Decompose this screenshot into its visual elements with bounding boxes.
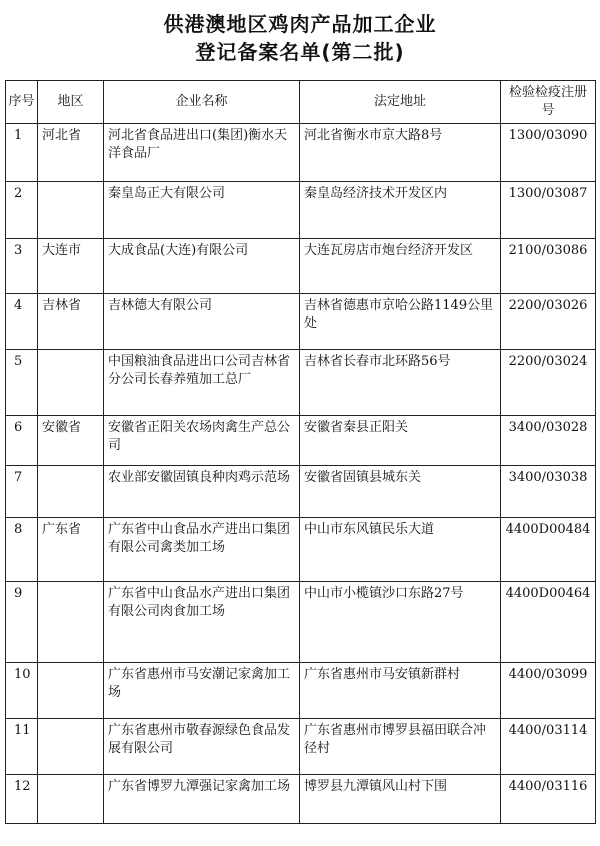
cell-legal-address: 中山市东风镇民乐大道	[300, 518, 501, 582]
cell-serial-no: 8	[6, 518, 38, 582]
cell-registration-no: 1300/03090	[501, 124, 596, 182]
cell-region: 河北省	[38, 124, 104, 182]
table-row	[6, 124, 596, 182]
cell-legal-address: 广东省惠州市博罗县福田联合冲径村	[300, 719, 501, 775]
cell-enterprise-name: 吉林德大有限公司	[104, 294, 300, 350]
cell-registration-no: 1300/03087	[501, 182, 596, 239]
cell-region: 大连市	[38, 239, 104, 294]
header-enterprise-name: 企业名称	[104, 81, 300, 124]
cell-enterprise-name: 安徽省正阳关农场肉禽生产总公司	[104, 416, 300, 466]
cell-legal-address: 吉林省德惠市京哈公路1149公里处	[300, 294, 501, 350]
header-serial-no: 序号	[6, 81, 38, 124]
cell-region	[38, 182, 104, 239]
cell-registration-no: 4400/03099	[501, 663, 596, 719]
cell-serial-no: 6	[6, 416, 38, 466]
cell-serial-no: 9	[6, 582, 38, 663]
cell-legal-address: 广东省惠州市马安镇新群村	[300, 663, 501, 719]
cell-registration-no: 2100/03086	[501, 239, 596, 294]
cell-serial-no: 4	[6, 294, 38, 350]
cell-serial-no: 7	[6, 466, 38, 518]
table-row	[6, 294, 596, 350]
header-registration-no: 检验检疫注册号	[501, 81, 596, 124]
cell-serial-no: 11	[6, 719, 38, 775]
table-row	[6, 466, 596, 518]
document-title-line-2: 登记备案名单(第二批)	[195, 40, 405, 64]
cell-enterprise-name: 农业部安徽固镇良种肉鸡示范场	[104, 466, 300, 518]
cell-registration-no: 4400/03114	[501, 719, 596, 775]
table-row	[6, 350, 596, 416]
cell-legal-address: 秦皇岛经济技术开发区内	[300, 182, 501, 239]
cell-serial-no: 2	[6, 182, 38, 239]
cell-enterprise-name: 中国粮油食品进出口公司吉林省分公司长春养殖加工总厂	[104, 350, 300, 416]
cell-legal-address: 河北省衡水市京大路8号	[300, 124, 501, 182]
cell-region	[38, 582, 104, 663]
cell-registration-no: 4400D00464	[501, 582, 596, 663]
table-row	[6, 719, 596, 775]
cell-region	[38, 466, 104, 518]
cell-legal-address: 博罗县九潭镇风山村下围	[300, 775, 501, 824]
cell-enterprise-name: 广东省惠州市马安潮记家禽加工场	[104, 663, 300, 719]
cell-registration-no: 4400D00484	[501, 518, 596, 582]
cell-legal-address: 安徽省固镇县城东关	[300, 466, 501, 518]
table-row	[6, 582, 596, 663]
enterprise-registry-table	[5, 80, 596, 824]
table-row	[6, 182, 596, 239]
cell-enterprise-name: 大成食品(大连)有限公司	[104, 239, 300, 294]
cell-enterprise-name: 河北省食品进出口(集团)衡水天洋食品厂	[104, 124, 300, 182]
cell-region	[38, 775, 104, 824]
cell-region: 吉林省	[38, 294, 104, 350]
cell-registration-no: 4400/03116	[501, 775, 596, 824]
cell-enterprise-name: 秦皇岛正大有限公司	[104, 182, 300, 239]
cell-region: 安徽省	[38, 416, 104, 466]
cell-serial-no: 5	[6, 350, 38, 416]
table-row	[6, 416, 596, 466]
header-region: 地区	[38, 81, 104, 124]
cell-region	[38, 350, 104, 416]
cell-enterprise-name: 广东省博罗九潭强记家禽加工场	[104, 775, 300, 824]
header-legal-address: 法定地址	[300, 81, 501, 124]
cell-registration-no: 3400/03038	[501, 466, 596, 518]
cell-legal-address: 吉林省长春市北环路56号	[300, 350, 501, 416]
cell-serial-no: 3	[6, 239, 38, 294]
document-title-line-1: 供港澳地区鸡肉产品加工企业	[163, 12, 437, 36]
cell-enterprise-name: 广东省中山食品水产进出口集团有限公司禽类加工场	[104, 518, 300, 582]
cell-registration-no: 2200/03024	[501, 350, 596, 416]
cell-registration-no: 2200/03026	[501, 294, 596, 350]
cell-serial-no: 12	[6, 775, 38, 824]
cell-legal-address: 中山市小榄镇沙口东路27号	[300, 582, 501, 663]
cell-enterprise-name: 广东省惠州市敬春源绿色食品发展有限公司	[104, 719, 300, 775]
table-row	[6, 239, 596, 294]
cell-serial-no: 1	[6, 124, 38, 182]
table-header-row	[6, 81, 596, 124]
cell-legal-address: 安徽省秦县正阳关	[300, 416, 501, 466]
table-row	[6, 775, 596, 824]
table-row	[6, 518, 596, 582]
cell-registration-no: 3400/03028	[501, 416, 596, 466]
cell-region: 广东省	[38, 518, 104, 582]
cell-legal-address: 大连瓦房店市炮台经济开发区	[300, 239, 501, 294]
cell-region	[38, 719, 104, 775]
table-row	[6, 663, 596, 719]
cell-enterprise-name: 广东省中山食品水产进出口集团有限公司肉食加工场	[104, 582, 300, 663]
cell-serial-no: 10	[6, 663, 38, 719]
cell-region	[38, 663, 104, 719]
